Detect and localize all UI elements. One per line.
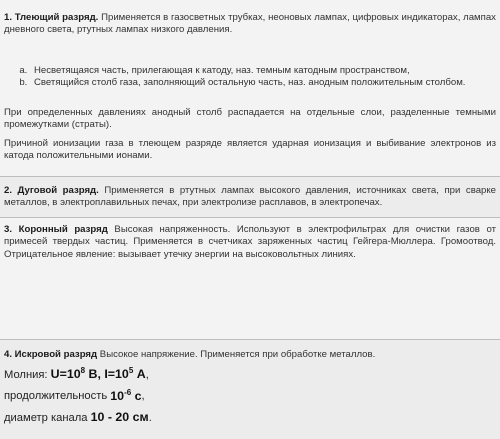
section-spark-discharge (0, 340, 500, 439)
corona-discharge-title: 3. Коронный разряд (4, 224, 108, 235)
spark-discharge-title: 4. Искровой разряд (4, 349, 98, 360)
section-glow-discharge (0, 0, 500, 177)
duration-line: продолжительность $10^{-6}$ с, (4, 387, 145, 403)
corona-discharge-description: Высокая напряженность. Используют в электрофильтрах для очистки газов от примесей твердых частиц. Применяется в счетчиках заряженных частиц Гейгера-Мюллера. Громоотвод. Отрицательное явление: вызывает утечку энергии на высоковольтных линиях. (4, 224, 496, 260)
voltage-value: $U=10^8$ В, $I=10^5$ А (50, 366, 146, 382)
glow-discharge-title: 1. Тлеющий разряд. (4, 12, 99, 23)
list-item: a. Несветящаяся часть, прилегающая к катоду, наз. темным катодным пространством, (30, 65, 496, 77)
spark-discharge-description: Высокое напряжение. Применяется при обработке металлов. (97, 349, 376, 360)
diameter-value: 10 - 20 см (90, 409, 149, 424)
duration-value: $10^{-6}$ с (110, 387, 142, 403)
diameter-line: диаметр канала 10 - 20 см. (4, 409, 152, 424)
section-corona-discharge (0, 218, 500, 340)
glow-discharge-list (4, 65, 496, 90)
lightning-line: Молния: $U=10^8$ В, $I=10^5$ А, (4, 366, 149, 382)
spark-discharge-text (4, 349, 496, 361)
arc-discharge-title: 2. Дуговой разряд. (4, 185, 99, 196)
diameter-label: диаметр канала (4, 411, 91, 424)
arc-discharge-description: Применяется в ртутных лампах высокого давления, источниках света, при сварке металлов, в электроплавильных печах, при электролизе расплавов, в электропечах. (4, 185, 497, 209)
arc-discharge-text (4, 185, 496, 210)
glow-discharge-ionization: Причиной ионизации газа в тлеющем разряде является ударная ионизация и выбивание электронов из катода положительными ионами. (4, 137, 496, 161)
duration-label: продолжительность (4, 390, 111, 403)
lightning-label: Молния: (4, 369, 51, 382)
list-item: b. Светящийся столб газа, заполняющий остальную часть, наз. анодным положительным столбом. (30, 77, 496, 89)
corona-discharge-text (4, 224, 496, 261)
glow-discharge-intro (4, 12, 496, 37)
glow-discharge-text: Применяется в газосветных трубках, неоновых лампах, цифровых индикаторах, лампах дневного света, ртутных лампах низкого давления. (4, 12, 496, 36)
section-arc-discharge (0, 177, 500, 218)
glow-discharge-strata: При определенных давлениях анодный столб распадается на отдельные слои, разделенные темными промежутками (страты). (4, 107, 496, 131)
